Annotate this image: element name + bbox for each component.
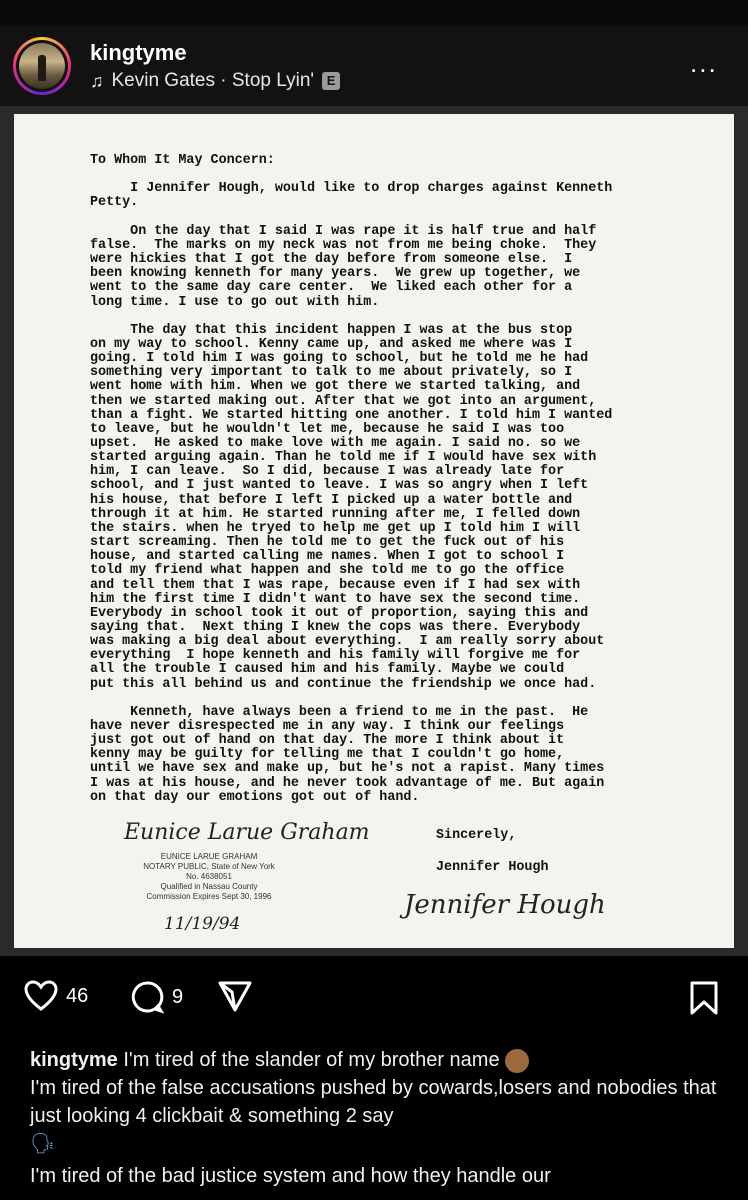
letter-line: just got out of hand on that day. The more I think about it	[90, 733, 565, 749]
heart-icon[interactable]	[24, 980, 58, 1012]
caption-text-2: I'm tired of the false accusations pushed by cowards,losers and nobodies that just looking 4 clickbait & something 2 say	[30, 1077, 717, 1127]
speaking-head-emoji-icon: 🗣	[30, 1133, 56, 1155]
notary-stamp-line: No. 4638051	[186, 872, 232, 881]
more-options-icon[interactable]: ...	[690, 48, 718, 78]
letter-line: then we started making out. After that we got into an argument,	[90, 393, 597, 409]
letter-line: on that day our emotions got out of hand.	[90, 789, 420, 805]
post-media[interactable]	[0, 106, 748, 956]
letter-line: until we have sex and make up, but he's not a rapist. Many times	[90, 761, 605, 777]
letter-line: the stairs. when he tryed to help me get up I told him I will	[90, 520, 581, 536]
avatar-photo	[19, 43, 65, 89]
letter-line: have never disrespected me in any way. I think our feelings	[90, 719, 565, 734]
caption-username[interactable]: kingtyme	[30, 1049, 118, 1071]
post-header	[0, 26, 748, 106]
letter-line: false. The marks on my neck was not from me being choke. They	[90, 237, 597, 253]
handwritten-signature: Jennifer Hough	[404, 890, 606, 920]
notary-stamp	[134, 852, 284, 902]
comment-action[interactable]	[130, 980, 183, 1014]
letter-line: upset. He asked to make love with me again. I said no. so we	[90, 436, 581, 451]
letter-line: start screaming. Then he told me to get the fuck out of his	[90, 535, 565, 551]
letter-line: him the first time I didn't want to have sex the second time.	[90, 591, 581, 607]
letter-line: started arguing again. Than he told me if I would have sex with	[90, 450, 597, 466]
letter-line: and tell them that I was rape, because even if I had sex with	[90, 577, 581, 593]
letter-line: than a fight. We started hitting one another. I told him I wanted	[90, 407, 613, 423]
letter-line: To Whom It May Concern:	[90, 153, 275, 168]
post-caption	[30, 1046, 730, 1190]
comment-bubble-icon[interactable]	[130, 980, 164, 1014]
avatar-figure	[38, 55, 46, 81]
letter-line: went home with him. When we got there we started talking, and	[90, 379, 581, 395]
letter-line: something very important to talk to me about privately, so I	[90, 365, 573, 381]
notary-stamp-line: NOTARY PUBLIC, State of New York	[143, 862, 275, 871]
letter-line: The day that this incident happen I was at the bus stop	[90, 322, 573, 338]
caption-text-3: I'm tired of the bad justice system and how they handle our	[30, 1165, 551, 1187]
letter-line: his house, that before I left I picked up a water bottle and	[90, 492, 573, 508]
letter-line: through it at him. He started running after me, I felled down	[90, 506, 581, 522]
face-emoji-icon	[505, 1049, 529, 1073]
letter-line: him, I can leave. So I did, because I was already late for	[90, 464, 565, 480]
caption-line	[30, 1046, 730, 1074]
letter-signer: Jennifer Hough	[436, 860, 549, 875]
notary-stamp-line: Commission Expires Sept 30, 1996	[146, 892, 272, 901]
notary-stamp-line: EUNICE LARUE GRAHAM	[160, 852, 258, 861]
letter-line: kenny may be guilty for telling me that I couldn't go home,	[90, 747, 565, 763]
letter-line: told my friend what happen and she told me to go the office	[90, 563, 565, 579]
notary-stamp-line: Qualified in Nassau County	[160, 882, 258, 891]
music-note-icon: ♫	[90, 70, 104, 91]
letter-line: went to the same day care center. We liked each other for a	[90, 280, 573, 296]
caption-emoji-line	[30, 1130, 730, 1158]
letter-line: I was at his house, and he never took advantage of me. But again	[90, 775, 605, 791]
letter-line: long time. I use to go out with him.	[90, 294, 380, 310]
music-label: Kevin Gates · Stop Lyin'	[111, 70, 315, 91]
explicit-badge: E	[322, 72, 340, 90]
letter-line: were hickies that I got the day before from someone else. I	[90, 252, 573, 268]
letter-line: On the day that I said I was rape it is half true and half	[90, 223, 597, 239]
like-action[interactable]	[24, 980, 88, 1012]
status-bar	[0, 0, 748, 26]
letter-line: was making a big deal about everything. I am really sorry about	[90, 634, 605, 650]
letter-line: school, and I just wanted to leave. I was so angry when I left	[90, 478, 589, 494]
letter-line: to leave, but he wouldn't let me, because he said I was too	[90, 421, 565, 437]
letter-line: Everybody in school took it out of proportion, saying this and	[90, 605, 589, 621]
share-action[interactable]	[218, 980, 252, 1012]
letter-line: going. I told him I was going to school, but he told me he had	[90, 351, 589, 367]
letter-line: I Jennifer Hough, would like to drop charges against Kenneth	[90, 181, 613, 197]
letter-line: Petty.	[90, 195, 139, 211]
action-bar	[0, 956, 748, 1046]
letter-line: all the trouble I caused him and his family. Maybe we could	[90, 662, 565, 678]
letter-line: been knowing kenneth for many years. We grew up together, we	[90, 266, 581, 282]
music-attribution[interactable]	[90, 70, 340, 92]
avatar-ring-gap	[16, 40, 68, 92]
like-count[interactable]: 46	[66, 984, 89, 1007]
caption-text-1: I'm tired of the slander of my brother name	[123, 1049, 500, 1071]
handwritten-date: 11/19/94	[164, 914, 241, 934]
letter-line: put this all behind us and continue the friendship we once had.	[90, 676, 597, 692]
letter-document	[14, 114, 734, 948]
avatar[interactable]	[13, 37, 71, 95]
letter-line: Kenneth, have always been a friend to me in the past. He	[90, 704, 589, 720]
bookmark-icon[interactable]	[688, 980, 720, 1016]
save-action[interactable]	[688, 980, 720, 1021]
letter-line: saying that. Next thing I knew the cops was there. Everybody	[90, 619, 581, 635]
letter-line: on my way to school. Kenny came up, and asked me where was I	[90, 336, 573, 352]
notary-signature: Eunice Larue Graham	[124, 820, 370, 845]
comment-count[interactable]: 9	[172, 985, 184, 1008]
letter-closing: Sincerely,	[436, 828, 517, 843]
send-arrow-icon[interactable]	[218, 980, 252, 1012]
letter-line: house, and started calling me names. When I got to school I	[90, 549, 565, 565]
post-username[interactable]: kingtyme	[90, 40, 187, 65]
letter-line: everything I hope kenneth and his family will forgive me for	[90, 648, 581, 664]
